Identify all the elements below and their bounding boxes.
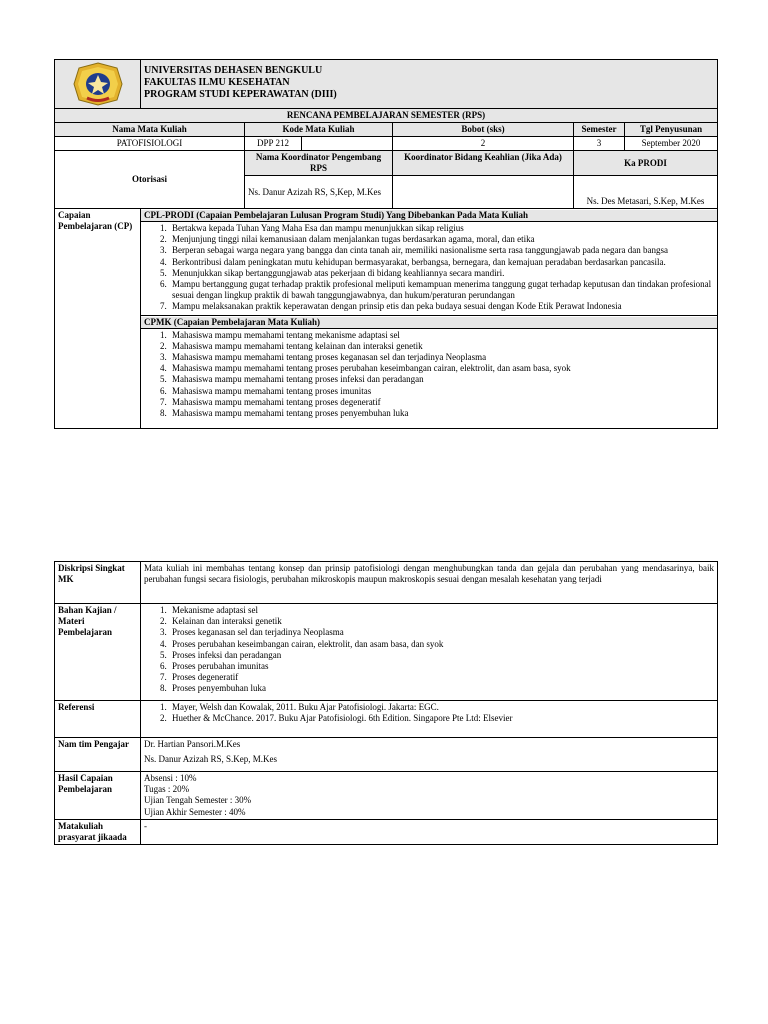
material-label: Bahan Kajian / Materi Pembelajaran	[55, 604, 141, 701]
cpl-item: 4. Berkontribusi dalam peningkatan mutu kehidupan bermasyarakat, berbangsa, bernegara, dan kemajuan peradaban berdasarkan pancasila.	[169, 257, 714, 268]
cpl-item: 6. Mampu bertanggung gugat terhadap praktik profesional meliputi kemampuan menerima tanggung gugat terhadap keputusan dan tindakan profesional sesuai dengan lingkup praktik di bawah tanggungjawabnya, dan hukum/peraturan perundangan	[169, 279, 714, 301]
cpmk-item: 7. Mahasiswa mampu memahami tentang proses degeneratif	[169, 397, 714, 408]
team-member: Dr. Hartian Pansori.M.Kes	[144, 739, 241, 749]
reference-list	[144, 702, 714, 724]
cpmk-section	[141, 315, 718, 428]
institution-header	[141, 60, 718, 109]
expertise-label: Koordinator Bidang Keahlian (Jika Ada)	[393, 151, 574, 176]
material-item: 3. Proses keganasan sel dan terjadinya Neoplasma	[169, 627, 714, 638]
cpl-section	[141, 209, 718, 316]
logo-cell	[55, 60, 141, 109]
cpl-list	[144, 223, 714, 313]
head-name: Ns. Des Metasari, S.Kep, M.Kes	[574, 176, 718, 209]
result-label: Hasil Capaian Pembelajaran	[55, 772, 141, 820]
authorization-label: Otorisasi	[55, 151, 245, 209]
result-item: Ujian Akhir Semester : 40%	[144, 806, 246, 817]
semester-value: 3	[574, 137, 625, 151]
description-label: Diskripsi Singkat MK	[55, 562, 141, 604]
result-item: Ujian Tengah Semester : 30%	[144, 795, 252, 806]
program-name: PROGRAM STUDI KEPERAWATAN (DIII)	[144, 89, 337, 100]
head-label: Ka PRODI	[574, 151, 718, 176]
course-weight-label: Bobot (sks)	[393, 123, 574, 137]
faculty-name: FAKULTAS ILMU KESEHATAN	[144, 77, 290, 88]
cpl-item: 3. Berperan sebagai warga negara yang bangga dan cinta tanah air, memiliki nasionalisme serta rasa tanggungjawab pada negara dan bangsa	[169, 245, 714, 256]
material-item: 6. Proses perubahan imunitas	[169, 661, 714, 672]
course-name-label: Nama Mata Kuliah	[55, 123, 245, 137]
material-item: 2. Kelainan dan interaksi genetik	[169, 616, 714, 627]
reference-label: Referensi	[55, 701, 141, 738]
rps-header-table	[54, 59, 718, 429]
result-item: Absensi : 10%	[144, 773, 197, 783]
team-member: Ns. Danur Azizah RS, S.Kep, M.Kes	[144, 754, 277, 764]
team-list	[141, 738, 718, 772]
course-code-extra	[302, 137, 393, 151]
coordinator-label: Nama Koordinator Pengembang RPS	[245, 151, 393, 176]
material-list	[144, 605, 714, 695]
university-name: UNIVERSITAS DEHASEN BENGKULU	[144, 65, 323, 76]
course-weight-value: 2	[393, 137, 574, 151]
cpmk-item: 2. Mahasiswa mampu memahami tentang kelainan dan interaksi genetik	[169, 341, 714, 352]
cpl-item: 7. Mampu melaksanakan praktik keperawatan dengan prinsip etis dan peka budaya sesuai dengan Kode Etik Perawat Indonesia	[169, 301, 714, 312]
reference-item: 2. Huether & McChance. 2017. Buku Ajar Patofisiologi. 6th Edition. Singapore Pte Ltd: Elsevier	[169, 713, 714, 724]
cpl-item: 5. Menunjukkan sikap bertanggungjawab atas pekerjaan di bidang keahliannya secara mandiri.	[169, 268, 714, 279]
date-label: Tgl Penyusunan	[625, 123, 718, 137]
cpmk-item: 1. Mahasiswa mampu memahami tentang mekanisme adaptasi sel	[169, 330, 714, 341]
cpmk-item: 8. Mahasiswa mampu memahami tentang proses penyembuhan luka	[169, 408, 714, 419]
course-code-value: DPP 212	[245, 137, 302, 151]
prereq-label: Matakuliah prasyarat jikaada	[55, 819, 141, 844]
description-text: Mata kuliah ini membahas tentang konsep dan prinsip patofisiologi dengan menghubungkan tanda dan gejala dan perubahan yang mendasarinya, baik perubahan fungsi secara fisiologis, perubahan mikroskopis maupun makroskopis sesuai dengan mesalah kesehatan yang terjadi	[141, 562, 718, 604]
cpmk-item: 5. Mahasiswa mampu memahami tentang proses infeksi dan peradangan	[169, 374, 714, 385]
result-list	[141, 772, 718, 820]
cpl-title: CPL-PRODI (Capaian Pembelajaran Lulusan Program Studi) Yang Dibebankan Pada Mata Kuliah	[141, 210, 717, 222]
cpmk-item: 4. Mahasiswa mampu memahami tentang proses perubahan keseimbangan cairan, elektrolit, dan asam basa, syok	[169, 363, 714, 374]
date-value: September 2020	[625, 137, 718, 151]
expertise-name	[393, 176, 574, 209]
result-item: Tugas : 20%	[144, 784, 190, 795]
material-item: 8. Proses penyembuhan luka	[169, 683, 714, 694]
cpl-item: 1. Bertakwa kepada Tuhan Yang Maha Esa dan mampu menunjukkan sikap religius	[169, 223, 714, 234]
cp-label: Capaian Pembelajaran (CP)	[55, 209, 141, 429]
cpl-item: 2. Menjunjung tinggi nilai kemanusiaan dalam menjalankan tugas berdasarkan agama, moral, dan etika	[169, 234, 714, 245]
cpmk-list	[144, 330, 714, 420]
course-code-label: Kode Mata Kuliah	[245, 123, 393, 137]
material-item: 7. Proses degeneratif	[169, 672, 714, 683]
cpmk-title: CPMK (Capaian Pembelajaran Mata Kuliah)	[141, 317, 717, 329]
material-item: 1. Mekanisme adaptasi sel	[169, 605, 714, 616]
cpmk-item: 6. Mahasiswa mampu memahami tentang proses imunitas	[169, 386, 714, 397]
rps-title: RENCANA PEMBELAJARAN SEMESTER (RPS)	[55, 109, 718, 123]
university-logo	[73, 62, 123, 106]
coordinator-name: Ns. Danur Azizah RS, S,Kep, M.Kes	[245, 176, 393, 209]
course-name-value: PATOFISIOLOGI	[55, 137, 245, 151]
prereq-value: -	[141, 819, 718, 844]
cpmk-item: 3. Mahasiswa mampu memahami tentang proses keganasan sel dan terjadinya Neoplasma	[169, 352, 714, 363]
reference-item: 1. Mayer, Welsh dan Kowalak, 2011. Buku Ajar Patofisiologi. Jakarta: EGC.	[169, 702, 714, 713]
rps-detail-table	[54, 561, 718, 845]
material-item: 4. Proses perubahan keseimbangan cairan, elektrolit, dan asam basa, dan syok	[169, 639, 714, 650]
team-label: Nam tim Pengajar	[55, 738, 141, 772]
material-item: 5. Proses infeksi dan peradangan	[169, 650, 714, 661]
semester-label: Semester	[574, 123, 625, 137]
